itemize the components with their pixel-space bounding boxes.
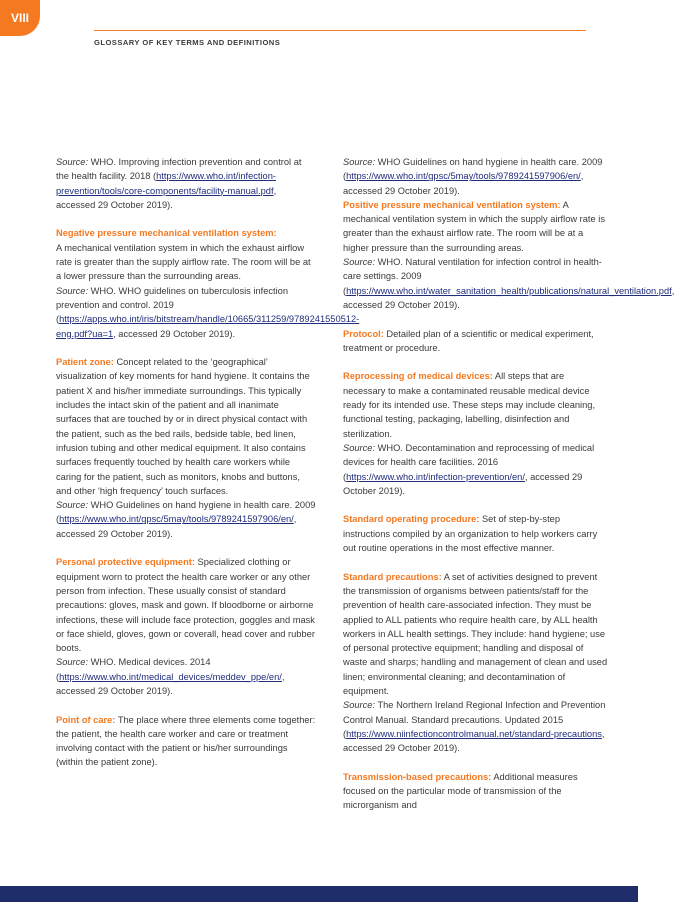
source-text: , accessed 29 October 2019). xyxy=(343,728,605,754)
source-text: , accessed 29 October 2019). xyxy=(56,514,297,539)
glossary-definition: Set of step-by-step instructions compiled by an organization to help workers carry out routine operations in the most effective manner. xyxy=(343,514,598,554)
glossary-entry xyxy=(56,555,316,698)
source-link[interactable]: https://www.who.int/gpsc/5may/tools/9789241597906/en/ xyxy=(59,514,294,525)
glossary-entry xyxy=(343,512,608,555)
source-label: Source: xyxy=(343,157,376,167)
glossary-term: Protocol: xyxy=(343,328,384,339)
glossary-definition: Additional measures focused on the particular mode of transmission of the microrganism and xyxy=(343,771,578,811)
glossary-entry xyxy=(56,713,316,770)
glossary-source-entry xyxy=(56,155,316,212)
glossary-entry xyxy=(56,355,316,541)
source-text: accessed 29 October 2019). xyxy=(343,299,460,310)
glossary-source-entry xyxy=(343,155,608,198)
source-link[interactable]: https://www.who.int/gpsc/5may/tools/9789241597906/en/ xyxy=(346,171,581,182)
source-text: , accessed 29 October 2019). xyxy=(113,328,236,339)
page-header-title: GLOSSARY OF KEY TERMS AND DEFINITIONS xyxy=(94,38,281,47)
right-column xyxy=(343,155,672,827)
source-link[interactable]: https://www.who.int/infection-prevention/en/ xyxy=(346,471,525,482)
source-link[interactable]: https://www.niinfectioncontrolmanual.net/standard-precautions xyxy=(346,728,602,739)
glossary-definition: Specialized clothing or equipment worn to protect the health care worker or any other person from infection. These usually consist of standard precautions: gloves, mask and gown. If bloodborne or airborne infections, these will include face protection, goggles and mask or face shield, gloves, gown or coverall, head cover and rubber boots. xyxy=(56,557,315,654)
source-text: WHO. Medical devices. 2014 ( xyxy=(56,657,211,682)
page-number-badge: VIII xyxy=(0,0,40,36)
glossary-entry xyxy=(56,226,360,340)
glossary-term: Negative pressure mechanical ventilation system: xyxy=(56,228,277,239)
glossary-term: Standard precautions: xyxy=(343,571,442,582)
source-text: WHO Guidelines on hand hygiene in health care. 2009 ( xyxy=(56,500,316,525)
source-label: Source: xyxy=(56,157,89,167)
glossary-definition: A mechanical ventilation system in which the supply airflow rate is greater than the exhaust airflow rate. The room will be at a higher pressure than the surrounding areas. xyxy=(343,199,605,253)
source-label: Source: xyxy=(56,657,89,668)
source-label: Source: xyxy=(56,285,89,296)
source-label: Source: xyxy=(343,700,376,711)
glossary-definition: Detailed plan of a scientific or medical experiment, treatment or procedure. xyxy=(343,328,594,353)
source-link[interactable]: https://www.who.int/water_sanitation_health/publications/natural_ventilation.pdf xyxy=(346,285,672,296)
source-text: WHO. Natural ventilation for infection control in health-care settings. 2009 ( xyxy=(343,257,602,296)
glossary-term: Standard operating procedure: xyxy=(343,514,480,525)
glossary-term: Personal protective equipment: xyxy=(56,557,195,568)
source-text: , accessed 29 October 2019). xyxy=(343,171,584,196)
footer-bar xyxy=(0,886,638,902)
header-divider xyxy=(94,30,586,31)
source-text: , accessed 29 October 2019). xyxy=(343,471,583,496)
glossary-entry xyxy=(343,369,608,498)
source-text: , accessed 29 October 2019). xyxy=(56,185,277,210)
source-text: WHO Guidelines on hand hygiene in health care. 2009 ( xyxy=(343,157,603,182)
glossary-term: Point of care: xyxy=(56,714,116,725)
left-column xyxy=(56,155,360,784)
glossary-entry xyxy=(343,198,672,312)
source-label: Source: xyxy=(343,257,376,268)
source-label: Source: xyxy=(56,500,89,511)
glossary-term: Reprocessing of medical devices: xyxy=(343,371,493,382)
glossary-term: Patient zone: xyxy=(56,357,114,368)
glossary-definition: All steps that are necessary to make a contaminated reusable medical device ready for its intended use. These steps may include cleaning, functional testing, packaging, labelling, disinfection and sterilization. xyxy=(343,371,596,439)
source-label: Source: xyxy=(343,442,376,453)
glossary-entry xyxy=(343,570,608,756)
glossary-definition: The place where three elements come together: the patient, the health care worker and care or treatment involving contact with the patient or his/her surroundings (within the patient zone). xyxy=(56,714,316,768)
glossary-definition: Concept related to the ‘geographical’ visualization of key moments for hand hygiene. It contains the patient X and his/her immediate surroundings. This typically includes the intact skin of the patient and all inanimate surfaces that are touched by or in direct physical contact with the patient, such as the bed rails, bedside table, bed linen, infusion tubing and other medical equipment. It also contains surfaces frequently touched by health care workers while caring for the patient, such as monitors, knobs and buttons, and other ‘high frequency’ touch surfaces. xyxy=(56,357,310,496)
source-link[interactable]: https://apps.who.int/iris/bitstream/handle/10665/311259/9789241550512-eng.pdf?ua=1 xyxy=(56,314,360,339)
source-text: The Northern Ireland Regional Infection and Prevention Control Manual. Standard precautions. Updated 2015 ( xyxy=(343,700,606,739)
glossary-entry xyxy=(343,770,608,813)
source-text: WHO. WHO guidelines on tuberculosis infection prevention and control. 2019 ( xyxy=(56,285,289,325)
glossary-definition: A set of activities designed to prevent the transmission of organisms between patients/staff for the prevention of health care-associated infection. They must be applied to ALL patients who require health care, by ALL health workers in ALL health settings. They include: hand hygiene; use of personal protective equipment; handling and disposal of waste and sharps; handling and management of clean and used linen; environmental cleaning; and decontamination of equipment. xyxy=(343,571,608,696)
source-text: WHO. Improving infection prevention and control at the health facility. 2018 ( xyxy=(56,157,302,182)
glossary-term: Transmission-based precautions: xyxy=(343,771,492,782)
glossary-entry xyxy=(343,327,608,356)
source-link[interactable]: https://www.who.int/infection-prevention/tools/core-components/facility-manual.pdf xyxy=(56,171,276,196)
glossary-term: Positive pressure mechanical ventilation system: xyxy=(343,199,561,210)
glossary-definition: A mechanical ventilation system in which the exhaust airflow rate is greater than the supply airflow rate. The room will be at a lower pressure than the surrounding areas. xyxy=(56,242,311,282)
source-text: WHO. Decontamination and reprocessing of medical devices for health care facilities. 2016 ( xyxy=(343,442,595,482)
source-link[interactable]: https://www.who.int/medical_devices/meddev_ppe/en/ xyxy=(59,671,282,682)
source-text: , accessed 29 October 2019). xyxy=(56,671,285,696)
